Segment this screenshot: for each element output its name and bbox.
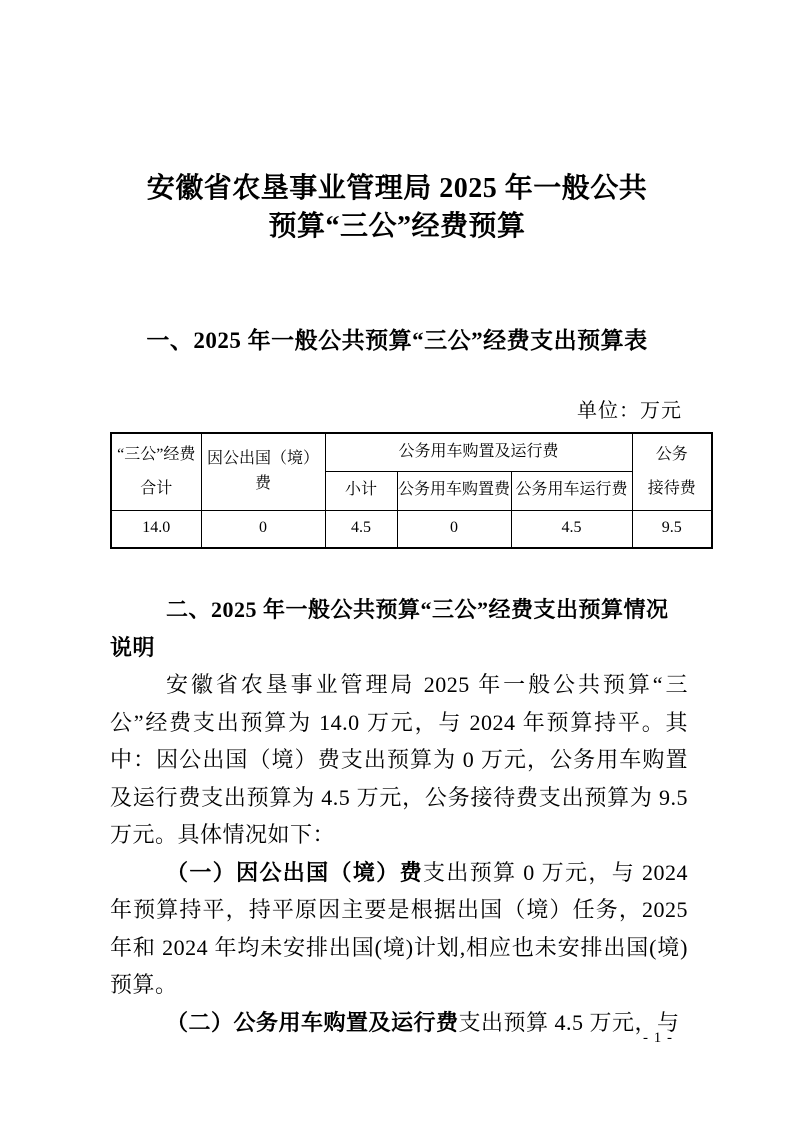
header-cell-vehicle-group: 公务用车购置及运行费 [325,433,632,471]
value-abroad: 0 [201,510,325,548]
value-reception: 9.5 [632,510,712,548]
header-cell-reception [632,433,712,510]
unit-label: 单位：万元 [577,400,682,422]
header-cell-vehicle-subtotal: 小计 [325,471,397,510]
item2-text: 支出预算 4.5 万元，与 [458,1009,680,1035]
header-sangong-line2: 合计 [140,479,173,497]
value-vehicle-subtotal: 4.5 [325,510,397,548]
header-cell-abroad: 因公出国（境）费 [201,433,325,510]
header-cell-vehicle-operation: 公务用车运行费 [511,471,632,510]
item1-lead: （一）因公出国（境）费 [166,859,423,885]
value-vehicle-operation: 4.5 [511,510,632,548]
header-cell-vehicle-purchase: 公务用车购置费 [397,471,511,510]
header-sangong-line1: “三公”经费 [117,445,196,463]
item2-paragraph [110,1004,688,1042]
header-reception-line2: 接待费 [647,479,696,497]
page-number: - 1 - [643,1030,673,1046]
header-cell-sangong-total [111,433,201,510]
section2-heading: 二、2025 年一般公共预算“三公”经费支出预算情况说明 [110,597,669,660]
intro-paragraph: 安徽省农垦事业管理局 2025 年一般公共预算“三公”经费支出预算为 14.0 万元，与 2024 年预算持平。其中：因公出国（境）费支出预算为 0 万元，公务用车购置及运行费支出预算为 4.5 万元，公务接待费支出预算为 9.5 万元。具体情况如下： [110,672,688,847]
value-vehicle-purchase: 0 [397,510,511,548]
section2 [110,591,688,1041]
document-title [0,170,794,246]
document-title-line2: 预算“三公”经费预算 [268,211,526,242]
table-data-row [111,510,712,548]
item1-text: 支出预算 0 万元，与 2024 年预算持平，持平原因主要是根据出国（境）任务，2025 年和 2024 年均未安排出国(境)计划,相应也未安排出国(境)预算。 [110,859,688,997]
item1-paragraph [110,854,688,1004]
document-title-line1: 安徽省农垦事业管理局 2025 年一般公共 [146,173,648,204]
item2-lead: （二）公务用车购置及运行费 [166,1009,459,1035]
budget-table [110,432,713,549]
section1-heading: 一、2025 年一般公共预算“三公”经费支出预算表 [146,328,648,353]
header-reception-line1: 公务 [655,445,688,463]
value-total: 14.0 [111,510,201,548]
